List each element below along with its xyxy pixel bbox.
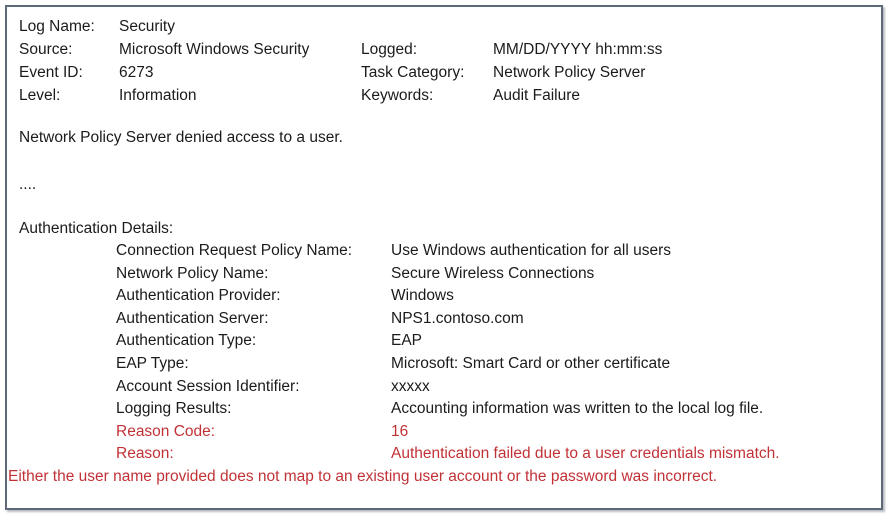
detail-value: Windows xyxy=(391,287,454,305)
detail-label: EAP Type: xyxy=(116,354,189,372)
detail-value: Accounting information was written to the local log file. xyxy=(391,400,764,418)
logged-value: MM/DD/YYYY hh:mm:ss xyxy=(493,41,663,58)
header-row-log-name xyxy=(19,15,869,38)
event-message: Network Policy Server denied access to a user. xyxy=(19,129,343,146)
auth-details-list xyxy=(19,240,869,466)
header-right-value-spacer xyxy=(493,15,869,38)
detail-row-authentication-type xyxy=(116,330,869,353)
detail-value: Secure Wireless Connections xyxy=(391,264,595,282)
detail-row-reason-code xyxy=(116,421,869,444)
detail-row-logging-results xyxy=(116,398,869,421)
detail-label: Account Session Identifier: xyxy=(116,377,300,395)
source-label: Source: xyxy=(19,41,73,58)
detail-row-account-session-identifier xyxy=(116,376,869,399)
log-name-label: Log Name: xyxy=(19,18,95,35)
detail-row-eap-type xyxy=(116,353,869,376)
source-value: Microsoft Windows Security xyxy=(119,41,310,58)
keywords-value: Audit Failure xyxy=(493,87,581,104)
detail-row-authentication-server xyxy=(116,308,869,331)
header-right-label-spacer xyxy=(361,15,493,38)
detail-label: Authentication Server: xyxy=(116,309,269,327)
event-log-panel xyxy=(5,5,883,510)
detail-label: Authentication Provider: xyxy=(116,287,281,305)
detail-value: Microsoft: Smart Card or other certificate xyxy=(391,354,671,372)
ellipsis-text: .... xyxy=(19,176,37,193)
detail-value: Authentication failed due to a user credentials mismatch. xyxy=(391,445,780,463)
task-category-value: Network Policy Server xyxy=(493,64,646,81)
header-row-eventid-taskcategory xyxy=(19,61,869,84)
event-header xyxy=(19,15,869,107)
log-name-value: Security xyxy=(119,18,175,35)
detail-row-reason xyxy=(116,443,869,466)
header-row-level-keywords xyxy=(19,84,869,107)
detail-label: Reason Code: xyxy=(116,422,216,440)
detail-label: Authentication Type: xyxy=(116,332,257,350)
event-id-value: 6273 xyxy=(119,64,154,81)
level-value: Information xyxy=(119,87,197,104)
detail-value: 16 xyxy=(391,422,409,440)
detail-label: Logging Results: xyxy=(116,400,232,418)
detail-label: Network Policy Name: xyxy=(116,264,269,282)
event-id-label: Event ID: xyxy=(19,64,83,81)
detail-value: NPS1.contoso.com xyxy=(391,309,524,327)
detail-row-connection-request-policy xyxy=(116,240,869,263)
detail-row-authentication-provider xyxy=(116,285,869,308)
detail-row-network-policy-name xyxy=(116,263,869,286)
task-category-label: Task Category: xyxy=(361,64,465,81)
keywords-label: Keywords: xyxy=(361,87,434,104)
header-row-source-logged xyxy=(19,38,869,61)
detail-value: EAP xyxy=(391,332,423,350)
reason-footnote: Either the user name provided does not map to an existing user account or the password was incorrect. xyxy=(8,467,718,485)
logged-label: Logged: xyxy=(361,41,418,58)
auth-details-heading: Authentication Details: xyxy=(19,220,174,237)
detail-label: Reason: xyxy=(116,445,174,463)
detail-value: Use Windows authentication for all users xyxy=(391,242,671,259)
level-label: Level: xyxy=(19,87,61,104)
detail-label: Connection Request Policy Name: xyxy=(116,242,353,259)
detail-value: xxxxx xyxy=(391,377,430,395)
